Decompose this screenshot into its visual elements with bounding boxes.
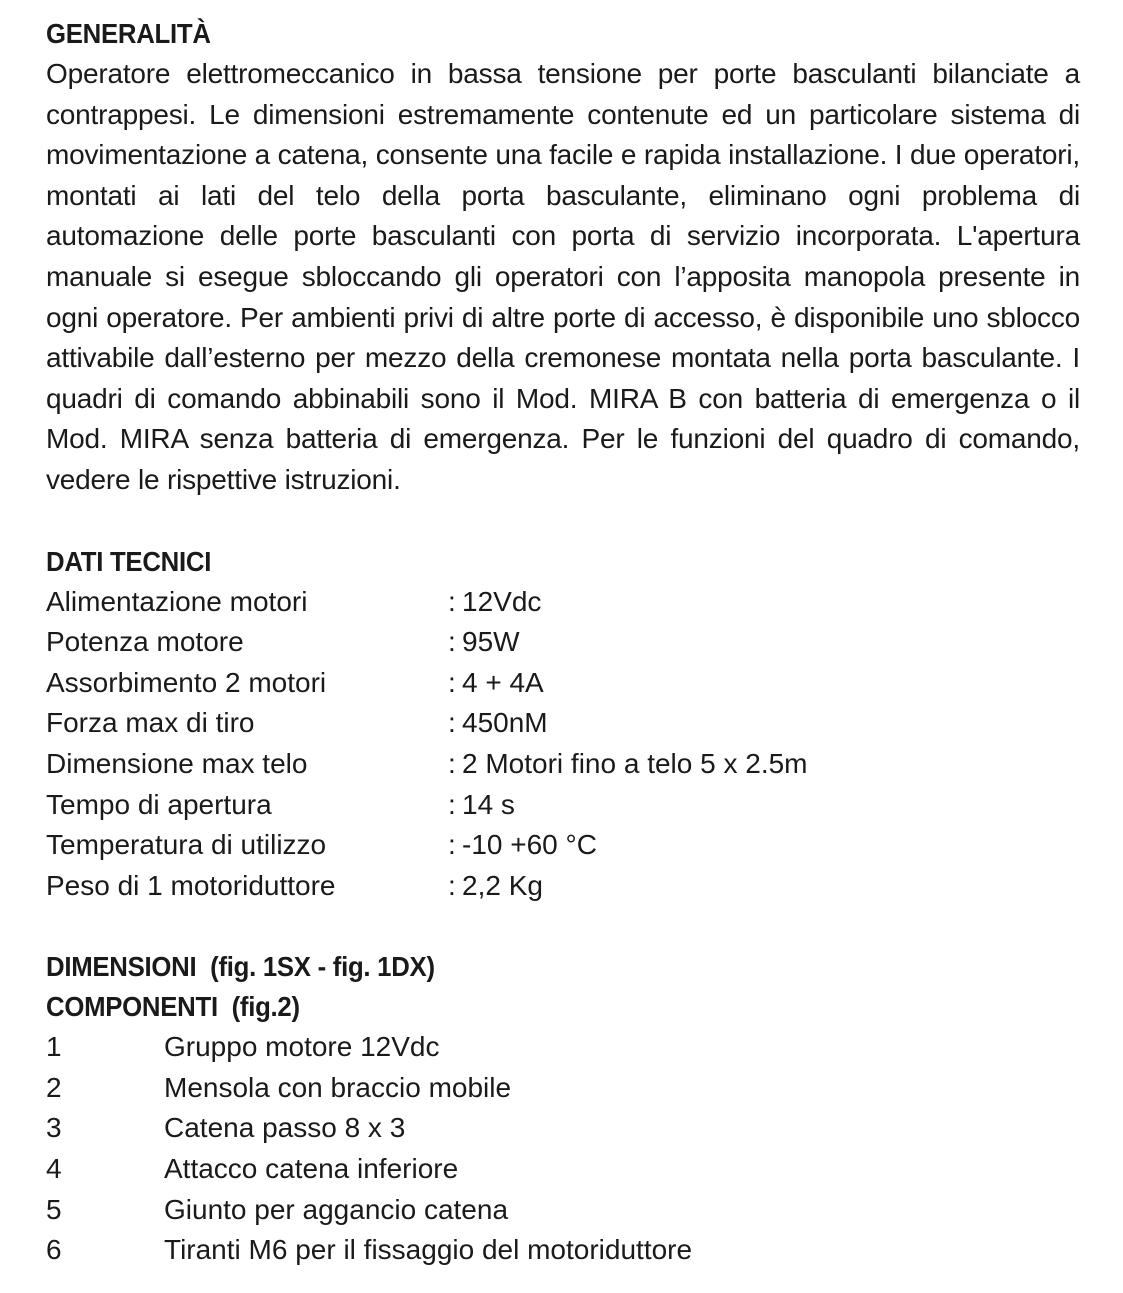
spec-label: Peso di 1 motoriduttore bbox=[46, 869, 336, 901]
dimensioni-heading: DIMENSIONI (fig. 1SX - fig. 1DX) bbox=[46, 951, 435, 983]
spec-row bbox=[46, 622, 1080, 663]
spec-row bbox=[46, 703, 1080, 744]
spec-row bbox=[46, 785, 1080, 826]
spec-separator: : bbox=[448, 707, 456, 739]
component-number: 2 bbox=[46, 1071, 62, 1103]
component-text: Attacco catena inferiore bbox=[164, 1153, 459, 1185]
component-text: Catena passo 8 x 3 bbox=[164, 1112, 406, 1144]
spec-separator: : bbox=[448, 585, 456, 617]
component-number: 4 bbox=[46, 1153, 62, 1185]
component-number: 5 bbox=[46, 1193, 62, 1225]
spec-separator: : bbox=[448, 747, 456, 779]
spec-label: Temperatura di utilizzo bbox=[46, 829, 327, 861]
component-number: 3 bbox=[46, 1112, 62, 1144]
component-number: 1 bbox=[46, 1031, 62, 1063]
spec-separator: : bbox=[448, 869, 456, 901]
document-page bbox=[46, 14, 1080, 1271]
spec-value: -10 +60 °C bbox=[462, 829, 597, 861]
spec-separator: : bbox=[448, 666, 456, 698]
spec-value: 95W bbox=[462, 626, 520, 658]
list-item bbox=[46, 1190, 1080, 1231]
spec-value: 14 s bbox=[462, 788, 515, 820]
spec-value: 12Vdc bbox=[462, 585, 542, 617]
spec-row bbox=[46, 825, 1080, 866]
spacer bbox=[46, 501, 1080, 542]
component-text: Tiranti M6 per il fissaggio del motoriduttore bbox=[164, 1234, 693, 1266]
spec-value: 2,2 Kg bbox=[462, 869, 543, 901]
generalita-paragraph: Operatore elettromeccanico in bassa tensione per porte basculanti bilanciate a contrappesi. Le dimensioni estremamente contenute ed un particolare sistema di movimentazione a catena, consente una facile e rapida installazione. I due operatori, montati ai lati del telo della porta basculante, eliminano ogni problema di automazione delle porte basculanti con porta di servizio incorporata. L'apertura manuale si esegue sbloccando gli operatori con l’apposita manopola presente in ogni operatore. Per ambienti privi di altre porte di accesso, è disponibile uno sblocco attivabile dall’esterno per mezzo della cremonese montata nella porta basculante. I quadri di comando abbinabili sono il Mod. MIRA B con batteria di emergenza o il Mod. MIRA senza batteria di emergenza. Per le funzioni del quadro di comando, vedere le rispettive istruzioni. bbox=[46, 58, 1080, 495]
list-item bbox=[46, 1068, 1080, 1109]
spec-row bbox=[46, 663, 1080, 704]
list-item bbox=[46, 1108, 1080, 1149]
component-text: Gruppo motore 12Vdc bbox=[164, 1031, 440, 1063]
spec-value: 4 + 4A bbox=[462, 666, 544, 698]
component-text: Mensola con braccio mobile bbox=[164, 1071, 512, 1103]
spec-label: Dimensione max telo bbox=[46, 747, 308, 779]
spec-label: Potenza motore bbox=[46, 626, 244, 658]
spec-value: 450nM bbox=[462, 707, 548, 739]
component-text: Giunto per aggancio catena bbox=[164, 1193, 509, 1225]
spec-separator: : bbox=[448, 788, 456, 820]
spacer bbox=[46, 906, 1080, 947]
spec-row bbox=[46, 582, 1080, 623]
list-item bbox=[46, 1230, 1080, 1271]
list-item bbox=[46, 1027, 1080, 1068]
generalita-heading: GENERALITÀ bbox=[46, 18, 211, 49]
component-number: 6 bbox=[46, 1234, 62, 1266]
spec-row bbox=[46, 744, 1080, 785]
dati-tecnici-table bbox=[46, 582, 1080, 907]
dati-tecnici-heading: DATI TECNICI bbox=[46, 545, 212, 577]
componenti-list bbox=[46, 1027, 1080, 1271]
spec-label: Tempo di apertura bbox=[46, 788, 272, 820]
spec-label: Alimentazione motori bbox=[46, 585, 308, 617]
spec-label: Forza max di tiro bbox=[46, 707, 255, 739]
spec-row bbox=[46, 866, 1080, 907]
spec-value: 2 Motori fino a telo 5 x 2.5m bbox=[462, 747, 808, 779]
componenti-heading: COMPONENTI (fig.2) bbox=[46, 991, 300, 1023]
spec-separator: : bbox=[448, 626, 456, 658]
spec-label: Assorbimento 2 motori bbox=[46, 666, 327, 698]
spec-separator: : bbox=[448, 829, 456, 861]
list-item bbox=[46, 1149, 1080, 1190]
